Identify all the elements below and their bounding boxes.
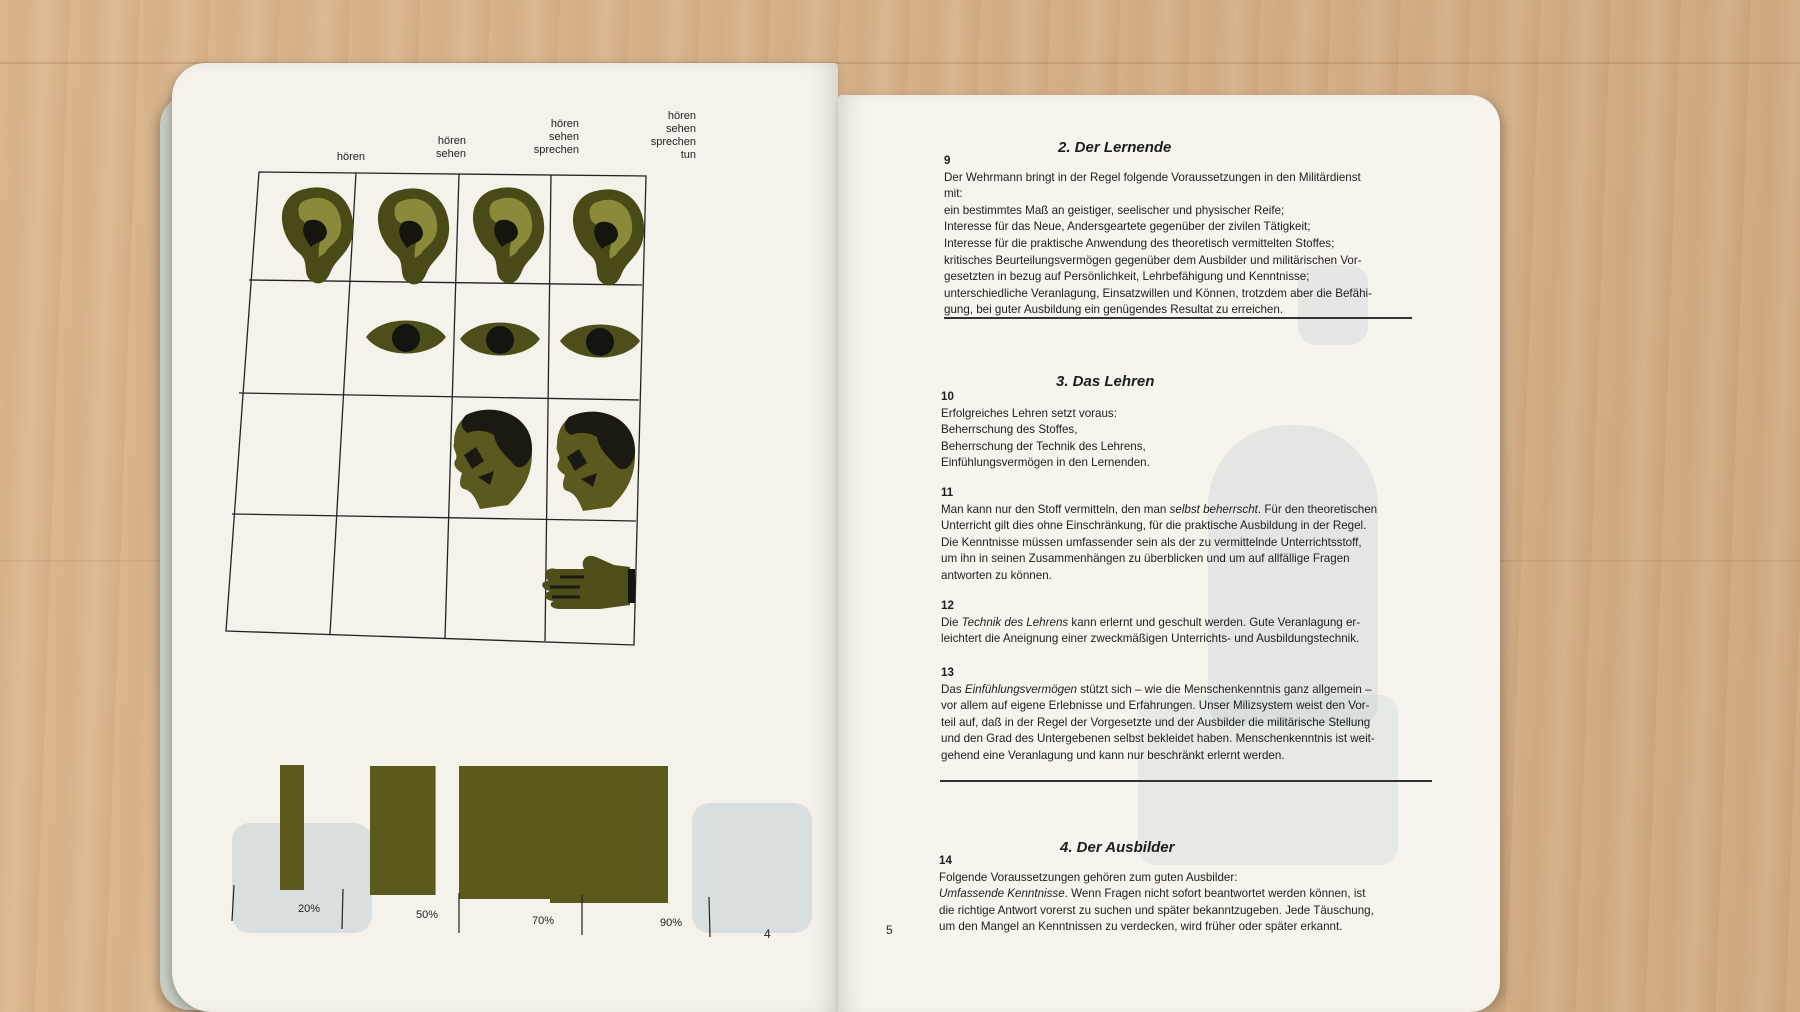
retention-bar-70 — [459, 766, 551, 899]
text-line: mit: — [944, 187, 963, 201]
text-line: leichtert die Aneignung einer zweckmäßigen Unterrichts- und Ausbildungstechnik. — [941, 632, 1360, 646]
right-page — [838, 95, 1500, 1012]
retention-bar-90 — [550, 766, 668, 903]
text-line: ein bestimmtes Maß an geistiger, seelischer und physischer Reife; — [944, 203, 1285, 217]
paragraph-number: 14 — [939, 854, 952, 867]
page-number-left: 4 — [764, 927, 771, 941]
text-line: Umfassende Kenntnisse. Wenn Fragen nicht sofort beantwortet werden können, ist — [939, 887, 1366, 901]
text-line: Man kann nur den Stoff vermitteln, den man selbst beherrscht. Für den theoretischen — [941, 502, 1378, 516]
bar-label-70: 70% — [532, 915, 555, 927]
text-line: die richtige Antwort vorerst zu suchen und später bekanntzugeben. Jede Täuschung, — [939, 903, 1374, 917]
tick — [342, 889, 343, 929]
paragraph-number: 9 — [944, 154, 951, 167]
text-line: teil auf, daß in der Regel der Vorgesetzte und der Ausbilder die militärische Stellung — [941, 715, 1371, 729]
paragraph-14 — [939, 853, 1374, 936]
text-line: Beherrschung des Stoffes, — [941, 423, 1078, 437]
text-line: unterschiedliche Veranlagung, Einsatzwillen und Können, trotzdem aber die Befähi- — [944, 286, 1372, 300]
paragraph-12 — [941, 598, 1360, 648]
bar-label-20: 20% — [298, 903, 321, 915]
text-line: um den Mangel an Kenntnissen zu verdecken, wird früher oder später erkannt. — [939, 920, 1343, 934]
paragraph-number: 12 — [941, 599, 954, 612]
paragraph-number: 11 — [941, 486, 954, 499]
text-line: kritisches Beurteilungsvermögen gegenüber dem Ausbilder und militärischen Vor- — [944, 253, 1362, 267]
heading-das-lehren: 3. Das Lehren — [1056, 373, 1155, 390]
text-line: Beherrschung der Technik des Lehrens, — [941, 439, 1146, 453]
text-line: gehend eine Veranlagung und kann nur beschränkt erlernt werden. — [941, 748, 1285, 762]
section-divider — [944, 317, 1412, 319]
paragraph-9 — [944, 153, 1372, 319]
heading-der-lernende: 2. Der Lernende — [1058, 139, 1172, 156]
text-line: antworten zu können. — [941, 568, 1052, 582]
section-divider — [940, 780, 1432, 782]
text-line: gesetzten in bezug auf Persönlichkeit, Lehrbefähigung und Kenntnisse; — [944, 270, 1310, 284]
paragraph-number: 13 — [941, 666, 954, 679]
tick — [232, 885, 234, 921]
text-line: Einfühlungsvermögen in den Lernenden. — [941, 456, 1150, 470]
text-line: um ihn in seinen Zusammenhängen zu überblicken und um auf allfällige Fragen — [941, 552, 1350, 566]
paragraph-11 — [941, 485, 1377, 585]
text-line: Der Wehrmann bringt in der Regel folgende Voraussetzungen in den Militärdienst — [944, 170, 1361, 184]
retention-bar-50 — [370, 766, 436, 895]
text-line: Unterricht gilt dies ohne Einschränkung, für die praktische Ausbildung in der Regel. — [941, 519, 1367, 533]
text-line: gung, bei guter Ausbildung ein genügendes Resultat zu erreichen. — [944, 303, 1284, 317]
column-header-4: hören sehen sprechen tun — [650, 110, 696, 161]
text-line: Die Technik des Lehrens kann erlernt und geschult werden. Gute Veranlagung er- — [941, 615, 1361, 629]
text-line: Erfolgreiches Lehren setzt voraus: — [941, 406, 1117, 420]
page-number-right: 5 — [886, 923, 893, 937]
column-header-3: hören sehen sprechen — [533, 118, 579, 156]
left-page — [172, 63, 838, 1012]
column-header-2: hören sehen — [436, 135, 466, 160]
heading-der-ausbilder: 4. Der Ausbilder — [1060, 839, 1175, 856]
bar-label-90: 90% — [660, 917, 683, 929]
paragraph-13 — [941, 665, 1375, 765]
column-header-1: hören — [336, 151, 365, 163]
text-line: Interesse für die praktische Anwendung des theoretisch vermittelten Stoffes; — [944, 236, 1335, 250]
text-line: Das Einfühlungsvermögen stützt sich – wie die Menschenkenntnis ganz allgemein – — [941, 682, 1372, 696]
paragraph-number: 10 — [941, 390, 954, 403]
text-line: Interesse für das Neue, Andersgeartete gegenüber der zivilen Tätigkeit; — [944, 220, 1311, 234]
retention-bar-20 — [280, 765, 304, 890]
text-line: und den Grad des Untergebenen selbst bekleidet haben. Menschenkenntnis ist weit- — [941, 732, 1375, 746]
tick — [709, 897, 710, 937]
text-line: Die Kenntnisse müssen umfassender sein als der zu vermittelnde Unterrichtsstoff, — [941, 535, 1362, 549]
text-line: vor allem auf eigene Erlebnisse und Erfahrungen. Unser Milizsystem weist den Vor- — [941, 699, 1370, 713]
retention-chart — [172, 63, 838, 1012]
paragraph-10 — [941, 389, 1150, 472]
bar-label-50: 50% — [416, 909, 439, 921]
text-line: Folgende Voraussetzungen gehören zum guten Ausbilder: — [939, 870, 1238, 884]
